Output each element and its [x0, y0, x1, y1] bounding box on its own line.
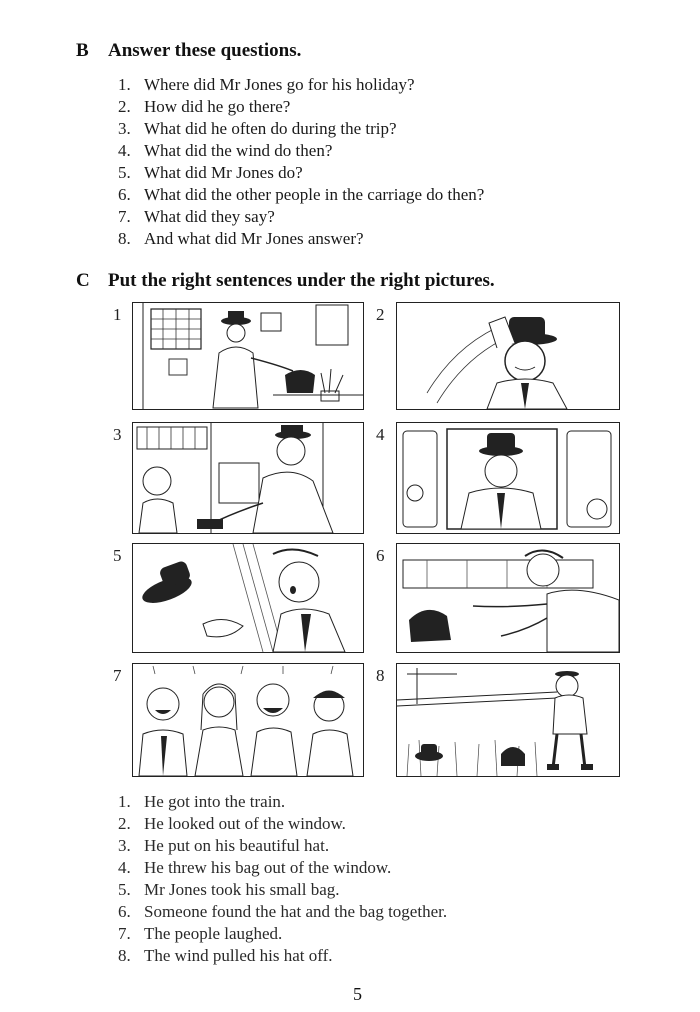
- question-text: What did the other people in the carriage do then?: [144, 185, 485, 204]
- sentence-item: [118, 791, 447, 813]
- question-text: Where did Mr Jones go for his holiday?: [144, 75, 415, 94]
- sentence-item: [118, 923, 447, 945]
- sentence-item: [118, 857, 447, 879]
- picture-number: 8: [376, 666, 385, 685]
- sentence-number: 5.: [118, 880, 131, 899]
- sentence-item: [118, 835, 447, 857]
- hat-blown-off-illustration: [133, 544, 363, 652]
- sentence-number: 6.: [118, 902, 131, 921]
- question-number: 2.: [118, 97, 131, 116]
- sentence-text: The people laughed.: [144, 924, 283, 943]
- question-item: [118, 162, 484, 184]
- sentence-text: He put on his beautiful hat.: [144, 836, 330, 855]
- picture-grid: [110, 300, 630, 780]
- picture-7: [132, 663, 364, 777]
- sentence-item: [118, 879, 447, 901]
- question-text: What did he often do during the trip?: [144, 119, 397, 138]
- sentence-list: [118, 791, 447, 967]
- man-putting-on-hat-illustration: [397, 303, 619, 409]
- page-number: 5: [353, 984, 362, 1004]
- question-number: 8.: [118, 229, 131, 248]
- question-item: [118, 96, 484, 118]
- sentence-item: [118, 813, 447, 835]
- hat-and-bag-found-illustration: [397, 664, 619, 776]
- sentence-item: [118, 901, 447, 923]
- question-number: 3.: [118, 119, 131, 138]
- picture-2: [396, 302, 620, 410]
- section-c-letter: C: [76, 270, 90, 291]
- question-list: [118, 74, 484, 250]
- question-item: [118, 206, 484, 228]
- man-at-window-illustration: [397, 423, 619, 533]
- question-item: [118, 74, 484, 96]
- question-text: What did the wind do then?: [144, 141, 333, 160]
- sentence-item: [118, 945, 447, 967]
- sentence-text: He looked out of the window.: [144, 814, 346, 833]
- section-c-heading: [76, 270, 495, 292]
- question-item: [118, 228, 484, 250]
- picture-number: 7: [113, 666, 122, 685]
- sentence-text: Mr Jones took his small bag.: [144, 880, 340, 899]
- picture-1: [132, 302, 364, 410]
- man-boarding-train-illustration: [133, 423, 363, 533]
- picture-8: [396, 663, 620, 777]
- section-c-title: Put the right sentences under the right pictures.: [108, 270, 495, 291]
- question-text: What did Mr Jones do?: [144, 163, 303, 182]
- man-taking-bag-illustration: [133, 303, 363, 409]
- question-text: And what did Mr Jones answer?: [144, 229, 364, 248]
- sentence-number: 7.: [118, 924, 131, 943]
- question-text: How did he go there?: [144, 97, 291, 116]
- question-number: 1.: [118, 75, 131, 94]
- picture-number: 3: [113, 425, 122, 444]
- bag-thrown-illustration: [397, 544, 619, 652]
- sentence-number: 8.: [118, 946, 131, 965]
- question-number: 4.: [118, 141, 131, 160]
- question-number: 6.: [118, 185, 131, 204]
- section-b-letter: B: [76, 40, 89, 61]
- question-item: [118, 118, 484, 140]
- sentence-text: The wind pulled his hat off.: [144, 946, 333, 965]
- picture-number: 5: [113, 546, 122, 565]
- sentence-text: Someone found the hat and the bag together.: [144, 902, 448, 921]
- people-laughing-illustration: [133, 664, 363, 776]
- picture-number: 1: [113, 305, 122, 324]
- picture-4: [396, 422, 620, 534]
- section-b-title: Answer these questions.: [108, 40, 302, 61]
- picture-6: [396, 543, 620, 653]
- question-number: 7.: [118, 207, 131, 226]
- question-item: [118, 184, 484, 206]
- picture-5: [132, 543, 364, 653]
- sentence-number: 3.: [118, 836, 131, 855]
- question-number: 5.: [118, 163, 131, 182]
- section-b-heading: [76, 40, 301, 62]
- question-text: What did they say?: [144, 207, 275, 226]
- sentence-number: 4.: [118, 858, 131, 877]
- picture-3: [132, 422, 364, 534]
- sentence-text: He threw his bag out of the window.: [144, 858, 392, 877]
- picture-number: 6: [376, 546, 385, 565]
- picture-number: 2: [376, 305, 385, 324]
- sentence-number: 1.: [118, 792, 131, 811]
- question-item: [118, 140, 484, 162]
- picture-number: 4: [376, 425, 385, 444]
- sentence-number: 2.: [118, 814, 131, 833]
- sentence-text: He got into the train.: [144, 792, 286, 811]
